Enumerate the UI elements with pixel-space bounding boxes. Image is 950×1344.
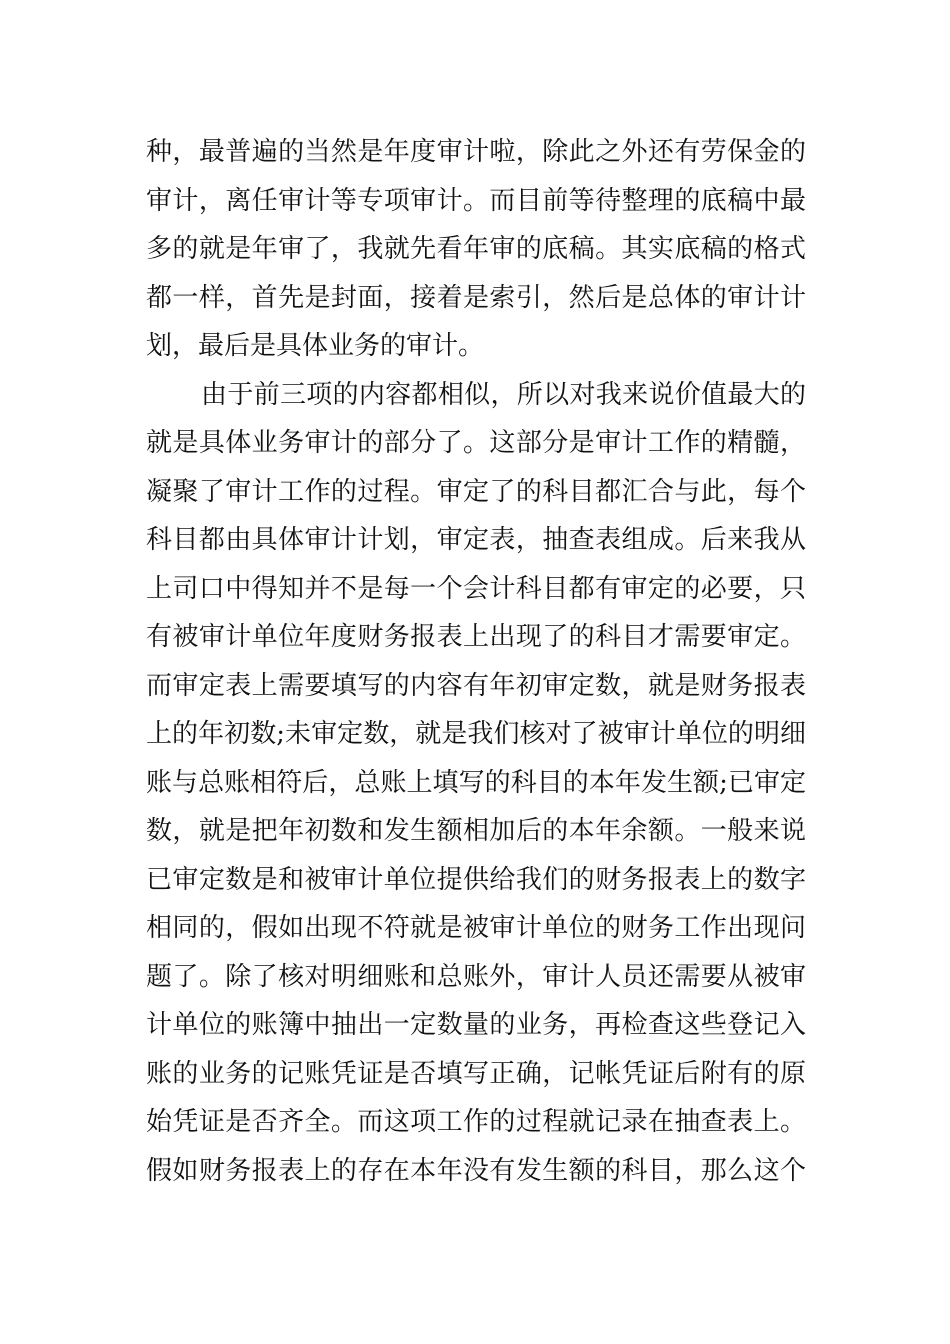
text-line: 账的业务的记账凭证是否填写正确，记帐凭证后附有的原	[146, 1058, 806, 1089]
text-line: 上的年初数;未审定数，就是我们核对了被审计单位的明细	[146, 719, 806, 749]
document-body	[146, 128, 806, 1195]
text-line: 数，就是把年初数和发生额相加后的本年余额。一般来说	[146, 816, 806, 846]
text-line: 上司口中得知并不是每一个会计科目都有审定的必要，只	[146, 573, 806, 604]
text-line: 题了。除了核对明细账和总账外，审计人员还需要从被审	[146, 961, 806, 992]
paragraph-1	[146, 128, 806, 371]
text-line: 就是具体业务审计的部分了。这部分是审计工作的精髓，	[146, 428, 806, 458]
text-line: 多的就是年审了，我就先看年审的底稿。其实底稿的格式	[146, 234, 806, 264]
text-line: 始凭证是否齐全。而这项工作的过程就记录在抽查表上。	[146, 1107, 806, 1137]
text-line: 科目都由具体审计计划，审定表，抽查表组成。后来我从	[146, 525, 806, 555]
text-line: 相同的，假如出现不符就是被审计单位的财务工作出现问	[146, 913, 806, 943]
text-line: 已审定数是和被审计单位提供给我们的财务报表上的数字	[146, 864, 806, 895]
text-line: 凝聚了审计工作的过程。审定了的科目都汇合与此，每个	[146, 476, 806, 507]
text-line: 审计，离任审计等专项审计。而目前等待整理的底稿中最	[146, 185, 806, 216]
paragraph-2	[146, 371, 806, 1196]
text-line: 账与总账相符后，总账上填写的科目的本年发生额;已审定	[146, 767, 806, 798]
text-line: 计单位的账簿中抽出一定数量的业务，再检查这些登记入	[146, 1010, 806, 1040]
text-line: 种，最普遍的当然是年度审计啦，除此之外还有劳保金的	[146, 137, 806, 167]
text-line: 而审定表上需要填写的内容有年初审定数，就是财务报表	[146, 670, 806, 701]
text-line: 假如财务报表上的存在本年没有发生额的科目，那么这个	[146, 1155, 806, 1186]
text-line: 都一样，首先是封面，接着是索引，然后是总体的审计计	[146, 282, 806, 313]
text-line: 划，最后是具体业务的审计。	[146, 331, 485, 361]
text-line: 由于前三项的内容都相似，所以对我来说价值最大的	[201, 379, 806, 410]
text-line: 有被审计单位年度财务报表上出现了的科目才需要审定。	[146, 622, 806, 652]
